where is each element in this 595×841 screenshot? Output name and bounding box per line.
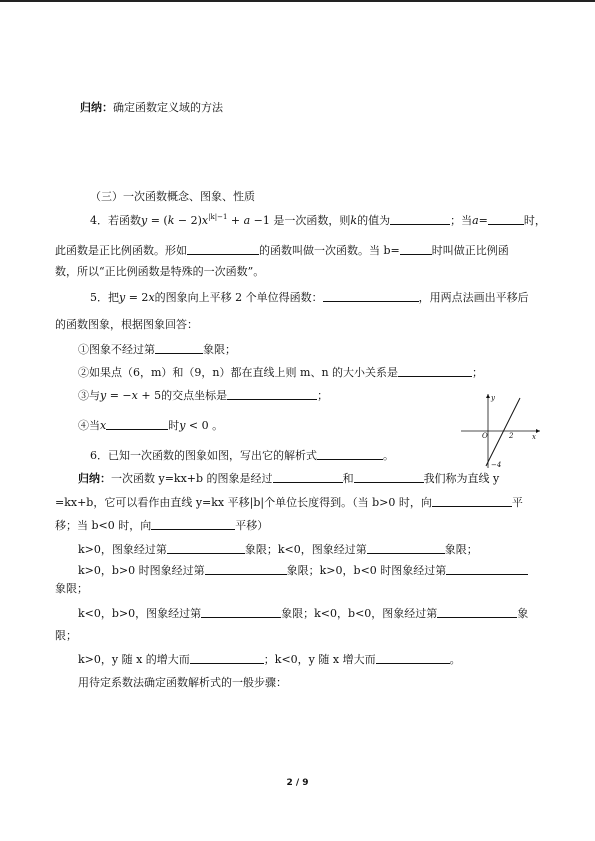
- question-5-sub2: ②如果点（6，m）和（9，n）都在直线上则 m、n 的大小关系是 ；: [78, 366, 484, 379]
- blank-shift-direction-down[interactable]: [151, 518, 235, 530]
- blank-quadrant-kneg-bpos[interactable]: [201, 606, 281, 618]
- question-4-line3: 数，所以“正比例函数是特殊的一次函数”。: [55, 265, 265, 278]
- rule-k-neg-b-cont: 限；: [55, 629, 77, 642]
- question-5-sub4: ④当x 时y < 0 。: [78, 419, 224, 432]
- x-intercept-label: 2: [509, 432, 514, 440]
- y-axis-arrow: [486, 394, 490, 398]
- summary-domain: [80, 101, 223, 115]
- blank-a-value[interactable]: [488, 213, 524, 225]
- section-heading: （三）一次函数概念、图象、性质: [90, 190, 255, 203]
- blank-mn-relation[interactable]: [398, 365, 472, 377]
- question-5-line2: 的函数图象，根据图象回答：: [55, 318, 198, 331]
- blank-quadrant-kpos-bneg[interactable]: [446, 563, 528, 575]
- summary-text: 确定函数定义域的方法: [113, 101, 223, 114]
- question-5-sub1: ①图象不经过第 象限；: [78, 343, 236, 356]
- page-number: 2 / 9: [286, 778, 309, 788]
- blank-quadrant-k-pos[interactable]: [167, 542, 245, 554]
- question-4-line2: 此函数是正比例函数。形如 的函数叫做一次函数。当 b= 时叫做正比例函: [55, 244, 509, 257]
- linear-function-graph: [458, 392, 543, 472]
- summary-linear-line1: 归纳：一次函数 y=kx+b 的图象是经过 和 我们称为直线 y: [78, 472, 500, 485]
- blank-quadrant-k-neg[interactable]: [367, 542, 445, 554]
- top-rule: [0, 0, 595, 2]
- blank-quadrant[interactable]: [155, 342, 203, 354]
- summary-linear-line3: 移；当 b<0 时，向 平移）: [55, 519, 269, 532]
- function-line: [486, 398, 520, 466]
- rule-k-pos-b: k>0，b>0 时图象经过第 象限；k>0，b<0 时图象经过第: [78, 563, 528, 578]
- y-axis-label: y: [491, 394, 495, 402]
- blank-shifted-function[interactable]: [323, 290, 419, 302]
- blank-point-1[interactable]: [273, 471, 343, 483]
- rule-monotonic: k>0，y 随 x 的增大而 ；k<0，y 随 x 增大而 。: [78, 653, 461, 666]
- summary-label: 归纳：: [80, 101, 113, 114]
- blank-point-2[interactable]: [354, 471, 424, 483]
- blank-decrease[interactable]: [376, 652, 450, 664]
- blank-x-range[interactable]: [106, 418, 168, 430]
- blank-k-value[interactable]: [390, 213, 450, 225]
- y-intercept-label: −4: [491, 461, 502, 469]
- origin-label: O: [482, 432, 488, 440]
- blank-linear-form[interactable]: [187, 243, 259, 255]
- question-4-line1: 4．若函数$y = (k - 2)x^{|k|-1} + a -1$ 是一次函数，则k的值为 ；当a= 时，: [90, 213, 546, 227]
- blank-increase[interactable]: [190, 652, 264, 664]
- blank-expression[interactable]: [317, 448, 383, 460]
- blank-shift-direction-up[interactable]: [432, 495, 512, 507]
- method-steps: 用待定系数法确定函数解析式的一般步骤：: [78, 676, 287, 689]
- blank-b-value[interactable]: [400, 243, 432, 255]
- rule-k-pos-b-cont: 象限；: [55, 582, 88, 595]
- summary-linear-line2: =kx+b，它可以看作由直线 y=kx 平移|b|个单位长度得到。（当 b>0 时，向 平: [55, 496, 523, 509]
- rule-k-neg-b: k<0，b>0，图象经过第 象限；k<0，b<0，图象经过第 象: [78, 607, 529, 620]
- x-axis-arrow: [536, 429, 540, 433]
- question-5-sub3: ③与y = −x + 5的交点坐标是 ；: [78, 389, 329, 402]
- question-6: 6．已知一次函数的图象如图，写出它的解析式 。: [90, 449, 394, 462]
- blank-intersection[interactable]: [227, 388, 317, 400]
- blank-quadrant-kneg-bneg[interactable]: [437, 606, 517, 618]
- rule-k-sign: k>0，图象经过第 象限；k<0，图象经过第 象限；: [78, 543, 478, 556]
- x-axis-label: x: [532, 433, 536, 441]
- question-5-line1: 5．把y = 2x的图象向上平移 2 个单位得函数： ，用两点法画出平移后: [90, 291, 529, 304]
- blank-quadrant-kpos-bpos[interactable]: [205, 563, 287, 575]
